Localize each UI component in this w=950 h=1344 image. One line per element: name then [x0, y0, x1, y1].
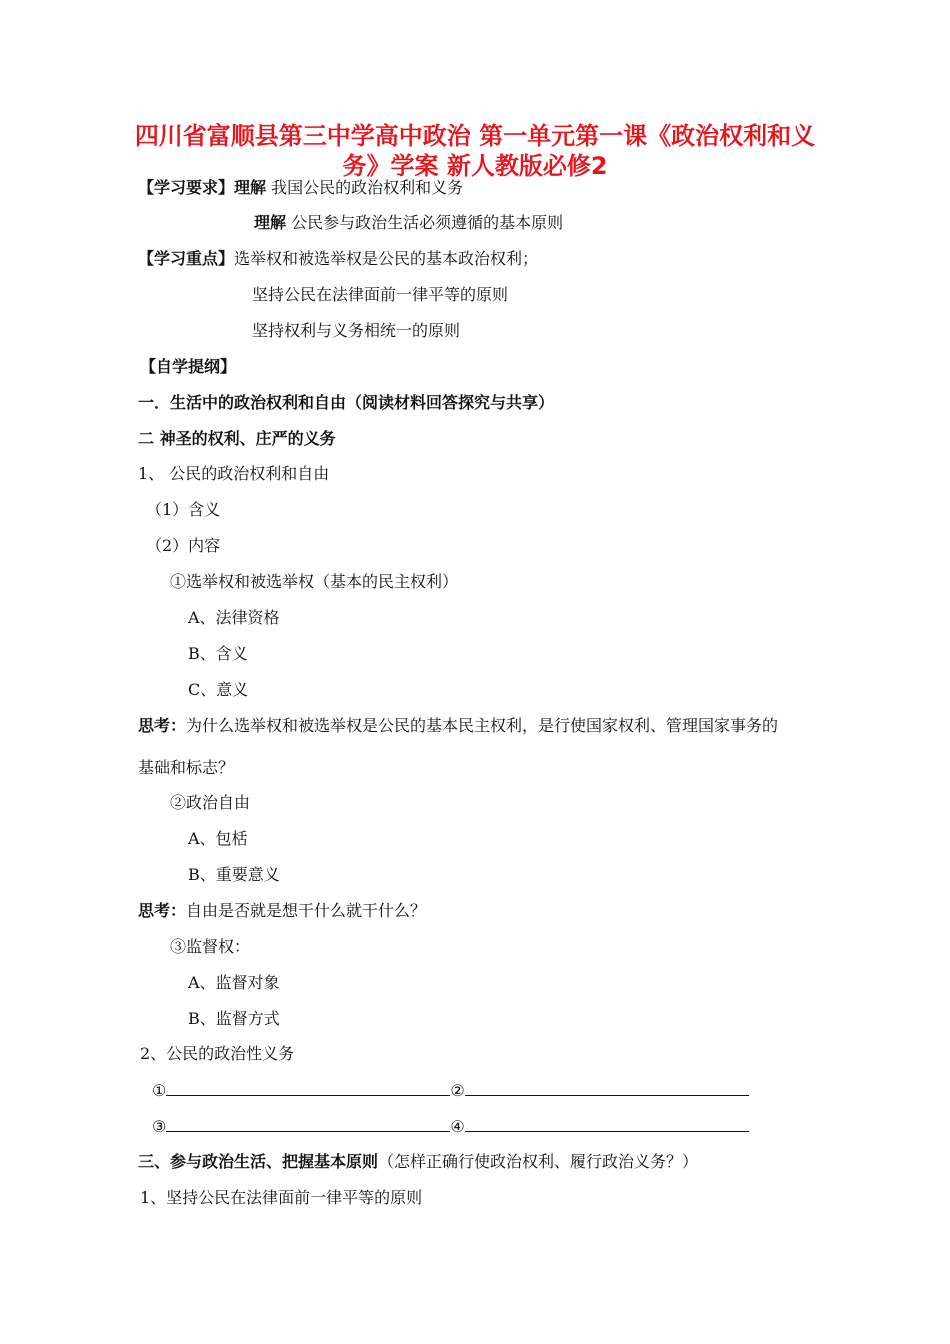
section-2-sub-2: （2）内容: [146, 536, 221, 555]
key-point-3: 坚持权利与义务相统一的原则: [252, 321, 461, 340]
think-question-2: [138, 901, 426, 921]
duty-blank-1[interactable]: [166, 1080, 450, 1096]
think-2-label: 思考：: [138, 901, 187, 920]
section-2-sub-1: （1）含义: [146, 500, 221, 519]
duty-marker-2: ②: [450, 1081, 465, 1100]
section-3-heading-note: （怎样正确行使政治权利、履行政治义务？）: [378, 1152, 699, 1171]
duty-blank-2[interactable]: [465, 1080, 749, 1096]
key-point-2: 坚持公民在法律面前一律平等的原则: [252, 285, 509, 304]
right-1-c: C、意义: [188, 680, 249, 699]
duty-blank-4[interactable]: [465, 1116, 749, 1132]
think-question-1: [138, 716, 778, 736]
requirements-row-2: [254, 213, 563, 233]
duty-blank-3[interactable]: [166, 1116, 450, 1132]
right-1-title: ①选举权和被选举权（基本的民主权利）: [170, 572, 459, 591]
section-1-heading: 一．生活中的政治权利和自由（阅读材料回答探究与共享）: [138, 393, 555, 412]
section-3-item-1: 1、坚持公民在法律面前一律平等的原则: [140, 1188, 423, 1207]
key-points-row-1: [138, 249, 538, 269]
section-2-item-1: 1、 公民的政治权利和自由: [138, 464, 330, 483]
think-1-label: 思考：: [138, 716, 187, 735]
right-3-b: B、监督方式: [188, 1009, 280, 1028]
section-2-heading: 二 神圣的权利、庄严的义务: [138, 429, 336, 448]
requirements-row-1: [138, 178, 463, 198]
section-3-heading-bold: 三、参与政治生活、把握基本原则: [138, 1152, 379, 1171]
think-1-text: 为什么选举权和被选举权是公民的基本民主权利，是行使国家权利、管理国家事务的: [186, 716, 779, 735]
document-title-line-2: 务》学案 新人教版必修2: [342, 152, 608, 180]
right-2-b: B、重要意义: [188, 865, 280, 884]
right-1-a: A、法律资格: [188, 608, 280, 627]
duty-row-1: [152, 1080, 749, 1101]
right-3-a: A、监督对象: [188, 973, 280, 992]
key-points-label: 【学习重点】: [138, 249, 235, 268]
right-3-title: ③监督权：: [170, 937, 251, 956]
requirements-label: 【学习要求】: [138, 178, 235, 197]
outline-label: 【自学提纲】: [140, 357, 237, 376]
duty-marker-4: ④: [450, 1117, 465, 1136]
document-title-line-1: 四川省富顺县第三中学高中政治 第一单元第一课《政治权利和义: [134, 122, 816, 150]
key-point-1: 选举权和被选举权是公民的基本政治权利；: [234, 249, 539, 268]
section-2-item-2: 2、公民的政治性义务: [140, 1044, 295, 1063]
requirement-2-key: 理解: [254, 213, 287, 232]
think-2-text: 自由是否就是想干什么就干什么？: [186, 901, 427, 920]
duty-row-2: [152, 1116, 749, 1137]
right-2-title: ②政治自由: [170, 793, 251, 812]
duty-marker-3: ③: [152, 1117, 167, 1136]
think-1-text-cont: 基础和标志？: [138, 758, 235, 777]
right-2-a: A、包栝: [188, 829, 248, 848]
right-1-b: B、含义: [188, 644, 248, 663]
requirement-1-text: 我国公民的政治权利和义务: [266, 178, 464, 197]
requirement-1-key: 理解: [234, 178, 267, 197]
section-3-heading: [138, 1152, 698, 1172]
duty-marker-1: ①: [152, 1081, 167, 1100]
requirement-2-text: 公民参与政治生活必须遵循的基本原则: [286, 213, 564, 232]
